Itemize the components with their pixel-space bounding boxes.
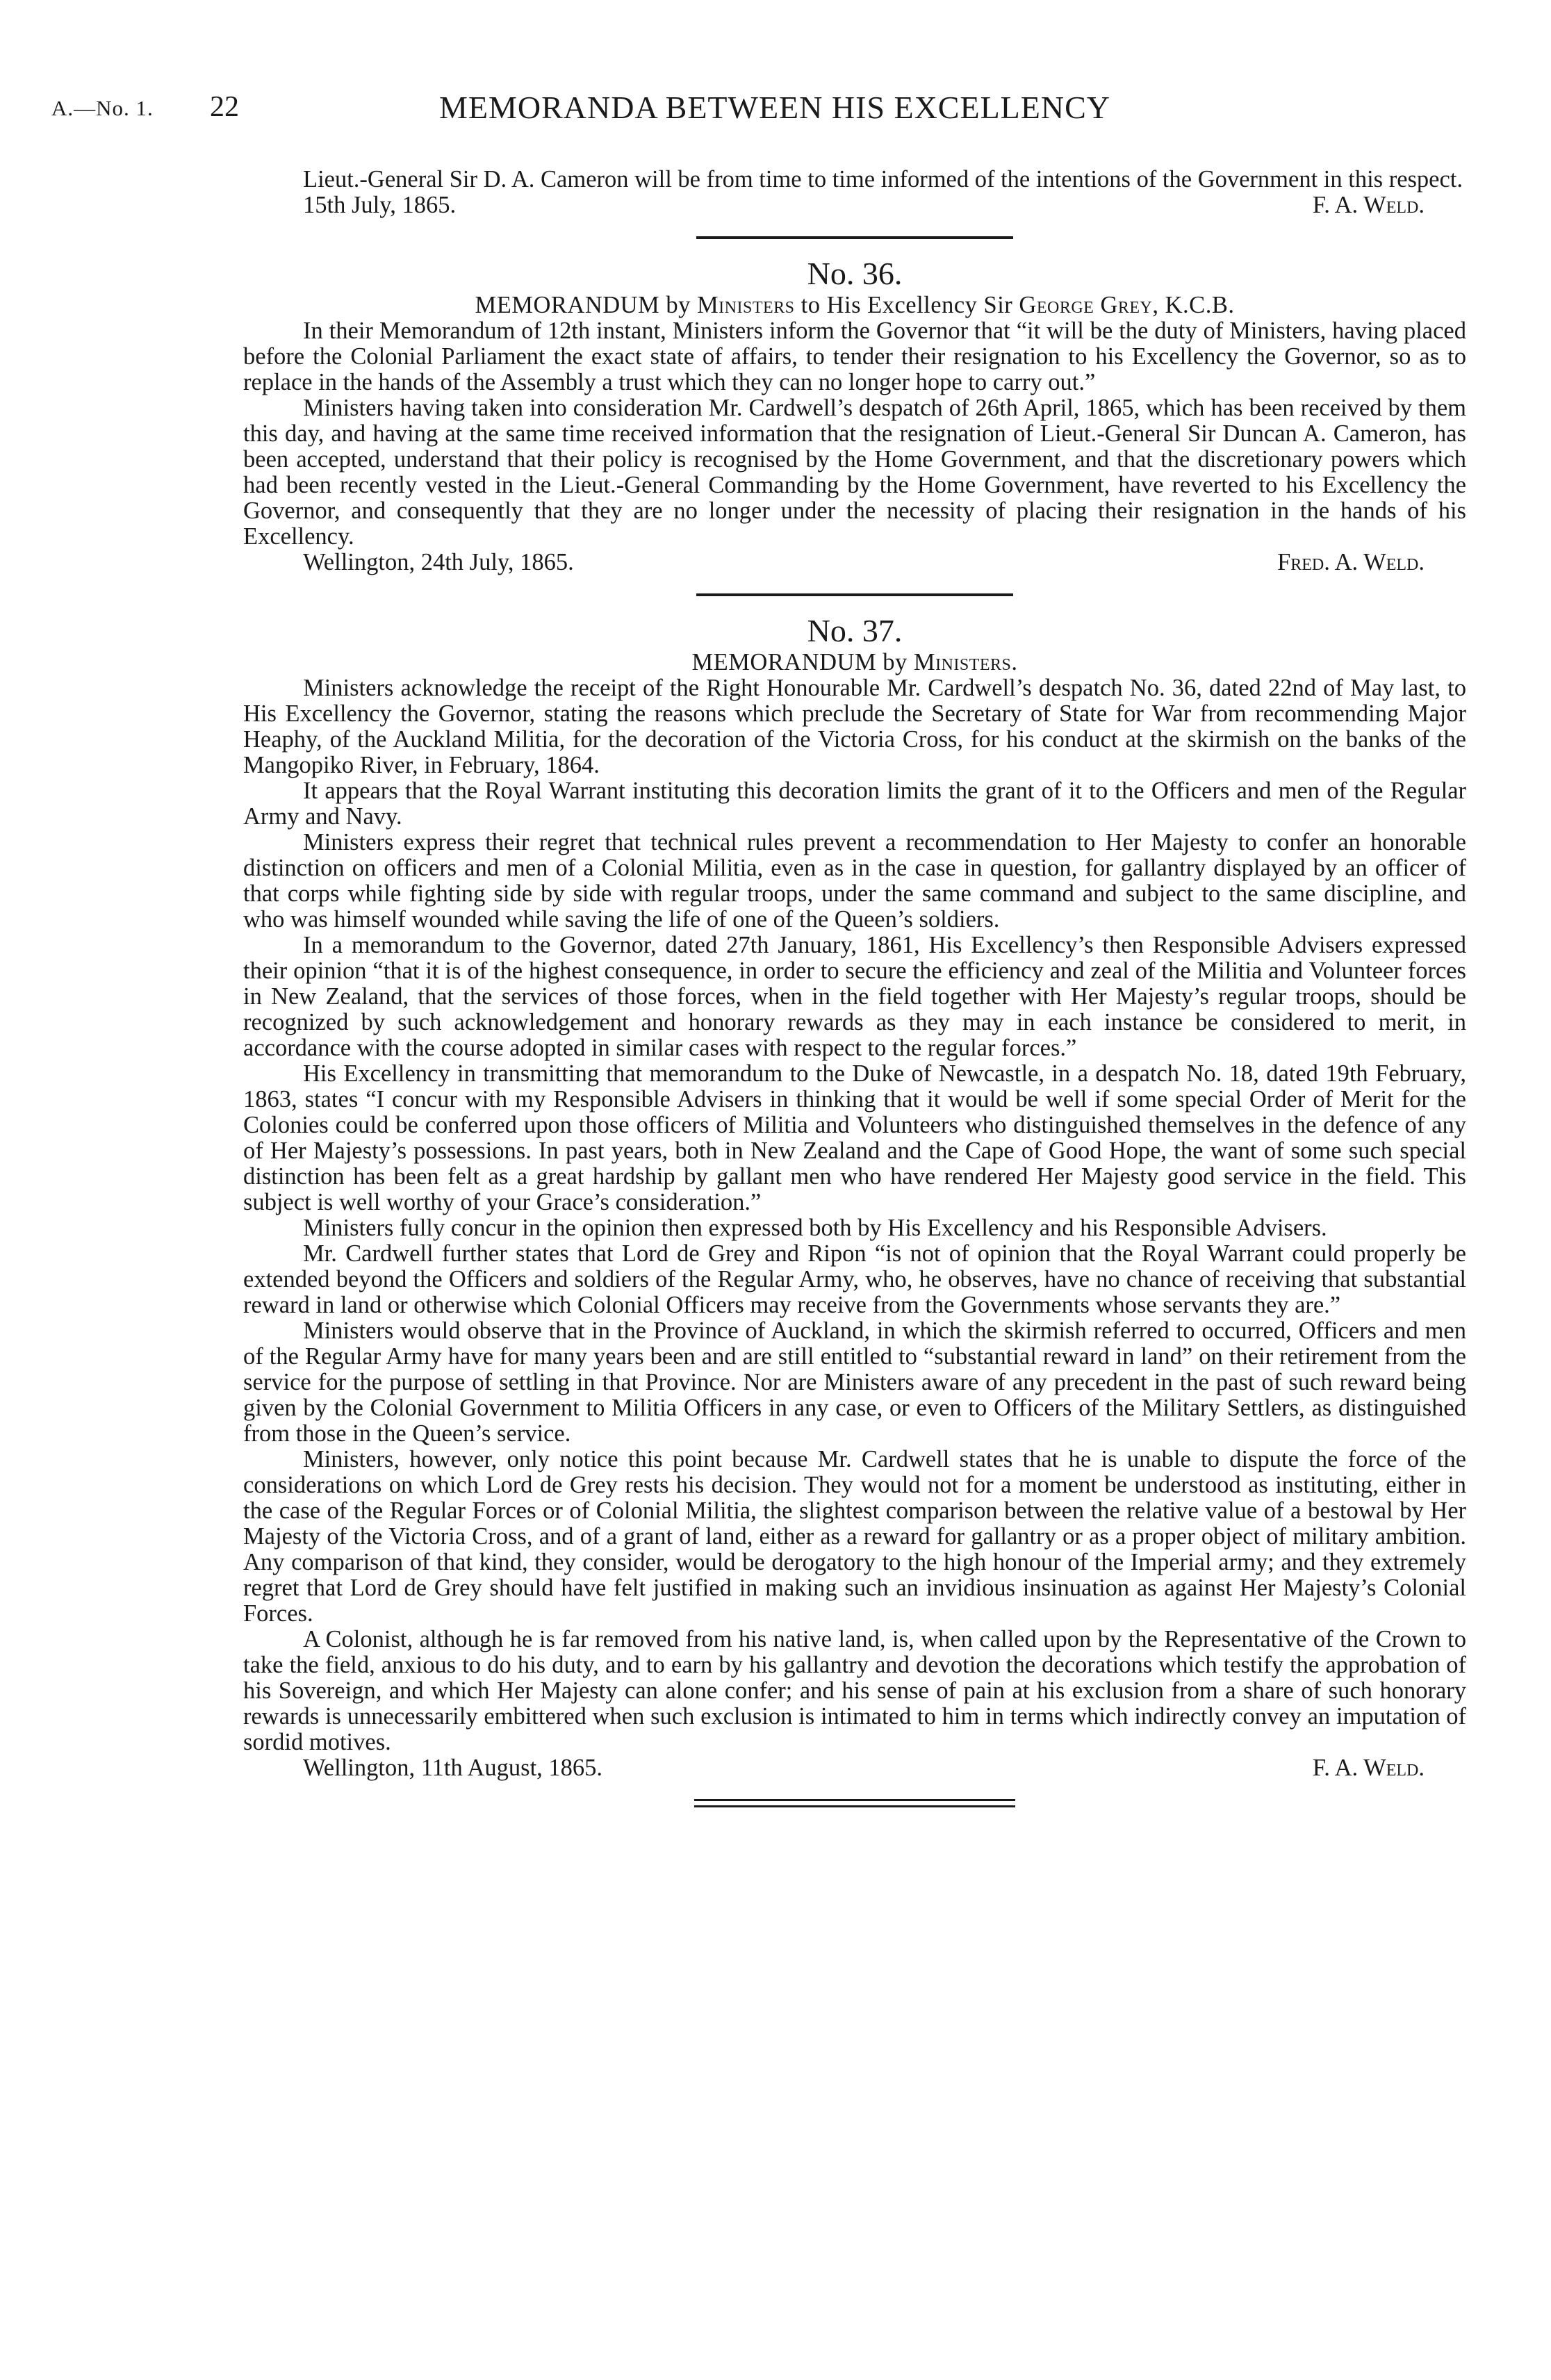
memo-37-number: No. 37. — [807, 613, 903, 648]
memo-36-number: No. 36. — [807, 256, 903, 291]
memo-37-paragraph: Ministers acknowledge the receipt of the Right Honourable Mr. Cardwell’s despatch No. 36, dated 22nd of May last, to His Excellency the Governor, stating the reasons which preclude the Secretary of State for War from recommending Major Heaphy, of the Auckland Militia, for the decoration of the Victoria Cross, for his conduct at the skirmish on the banks of the Mangopiko River, in February, 1864. — [243, 675, 1466, 778]
memo-37-paragraph: Ministers express their regret that technical rules prevent a recommendation to Her Majesty to confer an honorable distinction on officers and men of a Colonial Militia, even as in the case in question, for gallantry displayed by an officer of that corps while fighting side by side with regular troops, under the same command and subject to the same discipline, and who was himself wounded while saving the life of one of the Queen’s soldiers. — [243, 829, 1466, 933]
memo-36-signature: Fred. A. Weld. — [1277, 549, 1425, 575]
memo-37-paragraph: His Excellency in transmitting that memorandum to the Duke of Newcastle, in a despatch No. 18, dated 19th February, 1863, states “I concur with my Responsible Advisers in thinking that it would be well if some special Order of Merit for the Colonies could be conferred upon those officers of Militia and Volunteers who distinguished themselves in the defence of any of Her Majesty’s possessions. In past years, both in New Zealand and the Cape of Good Hope, the want of some such special distinction has been felt as a great hardship by gallant men who have rendered Her Majesty good service in the field. This subject is well worthy of your Grace’s consideration.” — [243, 1060, 1466, 1215]
opening-date: 15th July, 1865. — [303, 192, 457, 218]
end-rule-line — [694, 1805, 1015, 1807]
memorandum-36 — [243, 256, 1466, 575]
memo-37-paragraph: In a memorandum to the Governor, dated 27th January, 1861, His Excellency’s then Responsible Advisers expressed their opinion “that it is of the highest consequence, in order to secure the efficiency and zeal of the Militia and Volunteer forces in New Zealand, that the services of those forces, when in the field together with Her Majesty’s regular troops, should be recognized by such acknowledgement and honorary rewards as they may in each instance be considered to merit, in accordance with the course adopted in similar cases with respect to the regular forces.” — [243, 932, 1466, 1061]
opening-section — [243, 167, 1466, 218]
memo-37-paragraph: Mr. Cardwell further states that Lord de Grey and Ripon “is not of opinion that the Royal Warrant could properly be extended beyond the Officers and soldiers of the Regular Army, who, he observes, have no chance of receiving that substantial reward in land or otherwise which Colonial Officers may receive from the Governments whose servants they are.” — [243, 1240, 1466, 1318]
opening-closing — [243, 192, 1466, 218]
running-title: MEMORANDA BETWEEN HIS EXCELLENCY — [439, 90, 1110, 125]
running-header — [0, 89, 1551, 131]
page-number: 22 — [210, 91, 239, 123]
memo-37-title-lead: MEMORANDUM — [691, 649, 877, 675]
memo-37-paragraph: A Colonist, although he is far removed from his native land, is, when called upon by the Representative of the Crown to take the field, anxious to do his duty, and to earn by his gallantry and devotion the decorations which testify the approbation of his Sovereign, and which Her Majesty can alone confer; and his sense of pain at his exclusion from a share of such honorary rewards is unnecessarily embittered when such exclusion is intimated to him in terms which indirectly convey an imputation of sordid motives. — [243, 1626, 1466, 1755]
memo-36-title-kcb: , K.C.B. — [1152, 292, 1235, 318]
memo-36-place-date: Wellington, 24th July, 1865. — [303, 549, 574, 575]
memo-36-paragraph: Ministers having taken into consideration Mr. Cardwell’s despatch of 26th April, 1865, which has been received by them this day, and having at the same time received information that the resignation of Lieut.-General Sir Duncan A. Cameron, has been accepted, understand that their policy is recognised by the Home Government, and that the discretionary powers which had been recently vested in the Lieut.-General Commanding by the Home Government, have reverted to his Excellency the Governor, and consequently that they are no longer under the necessity of placing their resignation in the hands of his Excellency. — [243, 395, 1466, 550]
memo-37-title-by: by — [883, 649, 908, 675]
opening-signature: F. A. Weld. — [1312, 192, 1425, 218]
memo-36-title — [243, 292, 1466, 318]
memo-36-closing — [243, 550, 1466, 575]
memo-36-title-lead: MEMORANDUM — [475, 292, 660, 318]
end-double-rule — [694, 1799, 1015, 1807]
memo-37-title — [243, 649, 1466, 675]
memo-36-paragraph: In their Memorandum of 12th instant, Ministers inform the Governor that “it will be the duty of Ministers, having placed before the Colonial Parliament the exact state of affairs, to tender their resignation to his Excellency the Governor, so as to replace in the hands of the Assembly a trust which they can no longer hope to carry out.” — [243, 318, 1466, 395]
memo-37-signature: F. A. Weld. — [1312, 1755, 1425, 1781]
section-divider — [696, 593, 1013, 596]
opening-paragraph: Lieut.-General Sir D. A. Cameron will be from time to time informed of the intentions of the Government in this respect. — [303, 166, 1463, 192]
memo-37-paragraph: Ministers fully concur in the opinion then expressed both by His Excellency and his Responsible Advisers. — [303, 1215, 1327, 1241]
section-divider — [696, 236, 1013, 239]
document-reference: A.—No. 1. — [51, 96, 154, 120]
page-body — [243, 167, 1466, 1812]
end-rule-line — [694, 1799, 1015, 1801]
memo-36-title-ministers: Ministers — [696, 292, 795, 318]
memo-37-closing — [243, 1755, 1466, 1781]
memo-37-paragraph: Ministers, however, only notice this point because Mr. Cardwell states that he is unable to dispute the force of the considerations on which Lord de Grey rests his decision. They would not for a moment be understood as instituting, either in the case of the Regular Forces or of Colonial Militia, the slightest comparison between the relative value of a bestowal by Her Majesty of the Victoria Cross, and of a grant of land, either as a reward for gallantry or as a proper object of military ambition. Any comparison of that kind, they consider, would be derogatory to the high honour of the Imperial army; and they extremely regret that Lord de Grey should have felt justified in making such an invidious insinuation as against Her Majesty’s Colonial Forces. — [243, 1446, 1466, 1627]
memo-37-place-date: Wellington, 11th August, 1865. — [303, 1755, 603, 1781]
memo-36-title-grey: Grey — [1100, 292, 1153, 318]
memo-36-title-george: George — [1019, 292, 1094, 318]
memo-37-paragraph: Ministers would observe that in the Province of Auckland, in which the skirmish referred to occurred, Officers and men of the Regular Army have for many years been and are still entitled to “substantial reward in land” on their retirement from the service for the purpose of settling in that Province. Nor are Ministers aware of any precedent in the past of such reward being given by the Colonial Government to Militia Officers in any case, or even to Officers of the Military Settlers, as distinguished from those in the Queen’s service. — [243, 1318, 1466, 1447]
memo-36-title-to: to His Excellency Sir — [801, 292, 1013, 318]
memorandum-37 — [243, 613, 1466, 1781]
memo-37-title-ministers: Ministers. — [913, 649, 1018, 675]
memo-37-paragraph: It appears that the Royal Warrant instituting this decoration limits the grant of it to the Officers and men of the Regular Army and Navy. — [243, 778, 1466, 830]
memo-36-title-by: by — [666, 292, 691, 318]
